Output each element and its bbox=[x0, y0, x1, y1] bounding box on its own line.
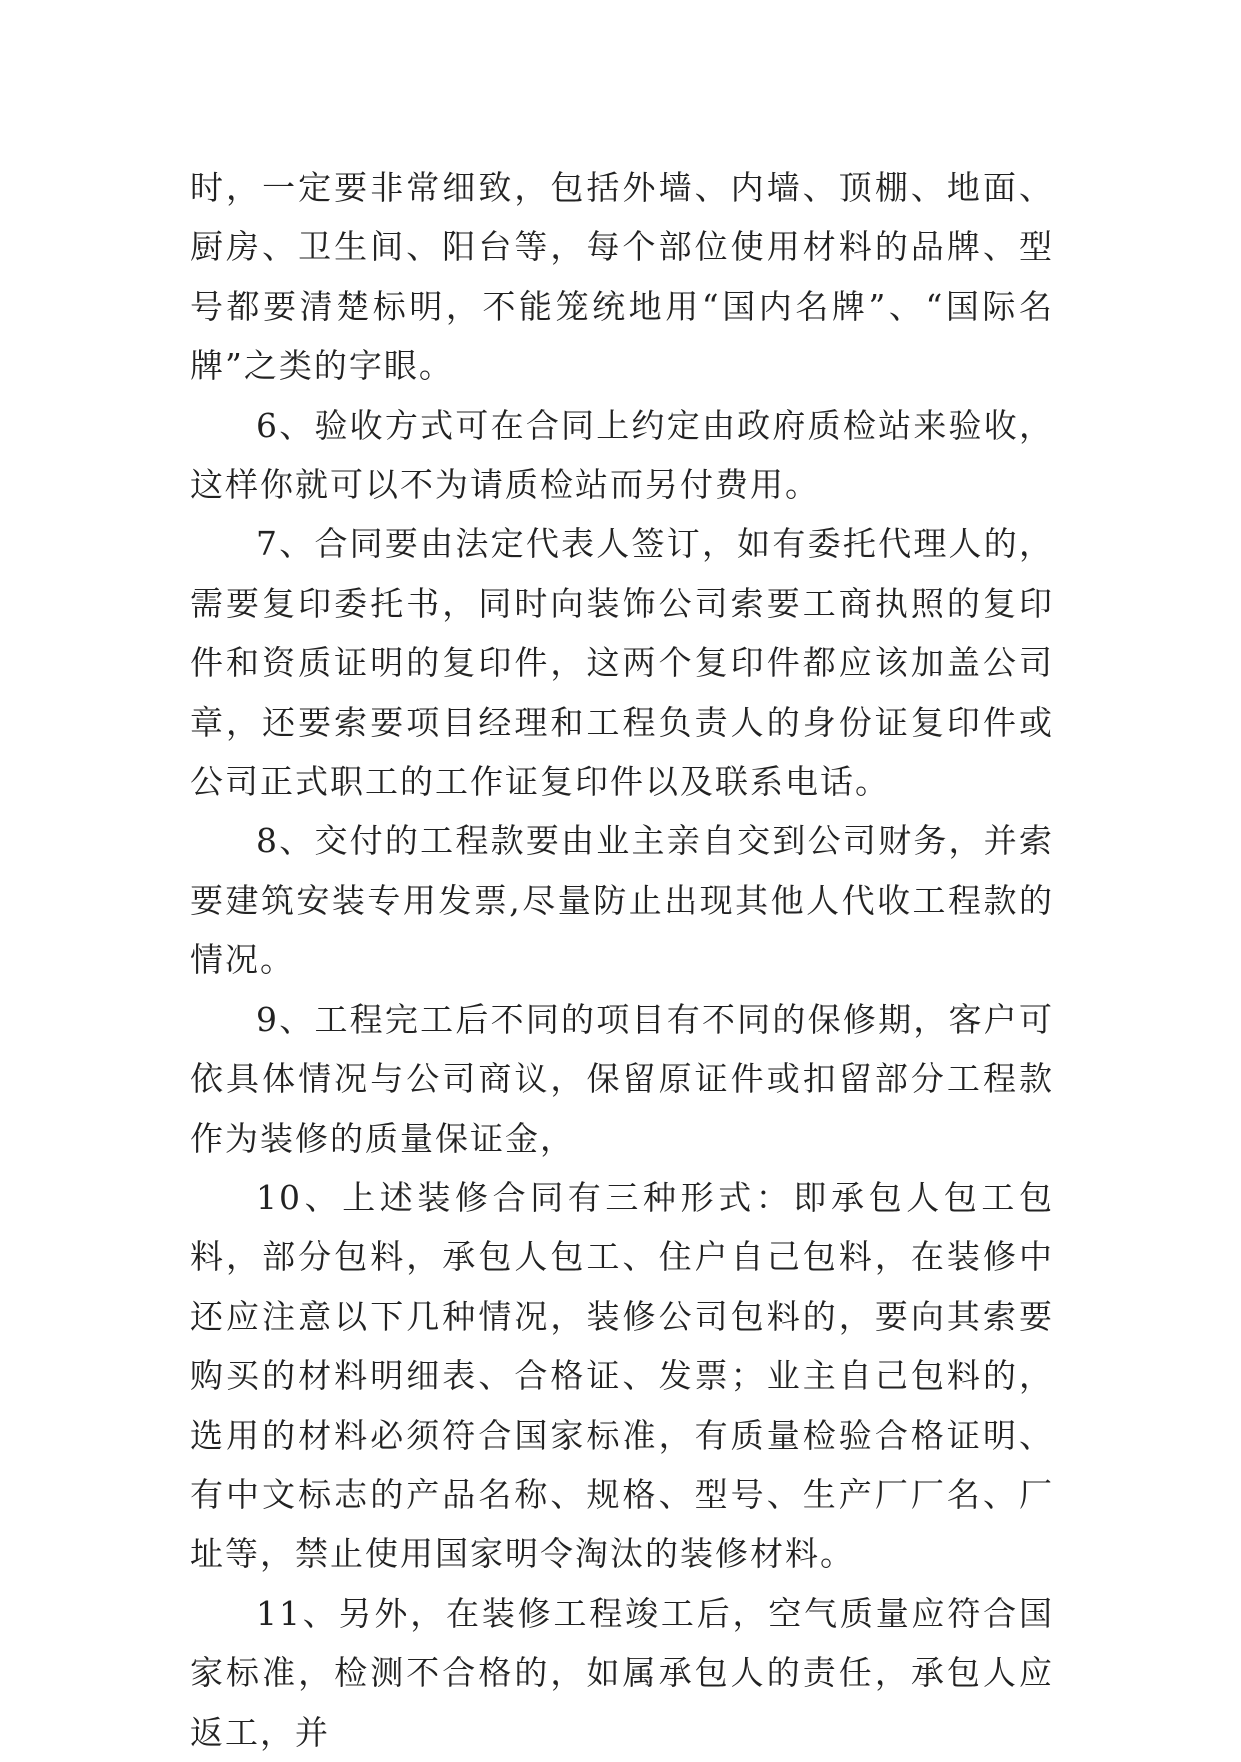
paragraph-item-11: 11、另外，在装修工程竣工后，空气质量应符合国家标准，检测不合格的，如属承包人的责任，承包人应返工，并 bbox=[190, 1593, 1054, 1752]
paragraph-item-7: 7、合同要由法定代表人签订，如有委托代理人的，需要复印委托书，同时向装饰公司索要工商执照的复印件和资质证明的复印件，这两个复印件都应该加盖公司章，还要索要项目经理和工程负责人的身份证复印件或公司正式职工的工作证复印件以及联系电话。 bbox=[190, 524, 1054, 802]
paragraph-item-10: 10、上述装修合同有三种形式：即承包人包工包料，部分包料，承包人包工、住户自己包料，在装修中还应注意以下几种情况，装修公司包料的，要向其索要购买的材料明细表、合格证、发票；业主自己包料的，选用的材料必须符合国家标准，有质量检验合格证明、有中文标志的产品名称、规格、型号、生产厂厂名、厂址等，禁止使用国家明令淘汰的装修材料。 bbox=[190, 1177, 1054, 1574]
paragraph-continued: 时，一定要非常细致，包括外墙、内墙、顶棚、地面、厨房、卫生间、阳台等，每个部位使用材料的品牌、型号都要清楚标明，不能笼统地用“国内名牌”、“国际名牌”之类的字眼。 bbox=[190, 168, 1054, 386]
document-body bbox=[190, 158, 1054, 1762]
paragraph-item-9: 9、工程完工后不同的项目有不同的保修期，客户可依具体情况与公司商议，保留原证件或扣留部分工程款作为装修的质量保证金， bbox=[190, 999, 1054, 1158]
paragraph-item-8: 8、交付的工程款要由业主亲自交到公司财务，并索要建筑安装专用发票,尽量防止出现其他人代收工程款的情况。 bbox=[190, 821, 1054, 980]
paragraph-item-6: 6、验收方式可在合同上约定由政府质检站来验收，这样你就可以不为请质检站而另付费用。 bbox=[190, 405, 1054, 505]
